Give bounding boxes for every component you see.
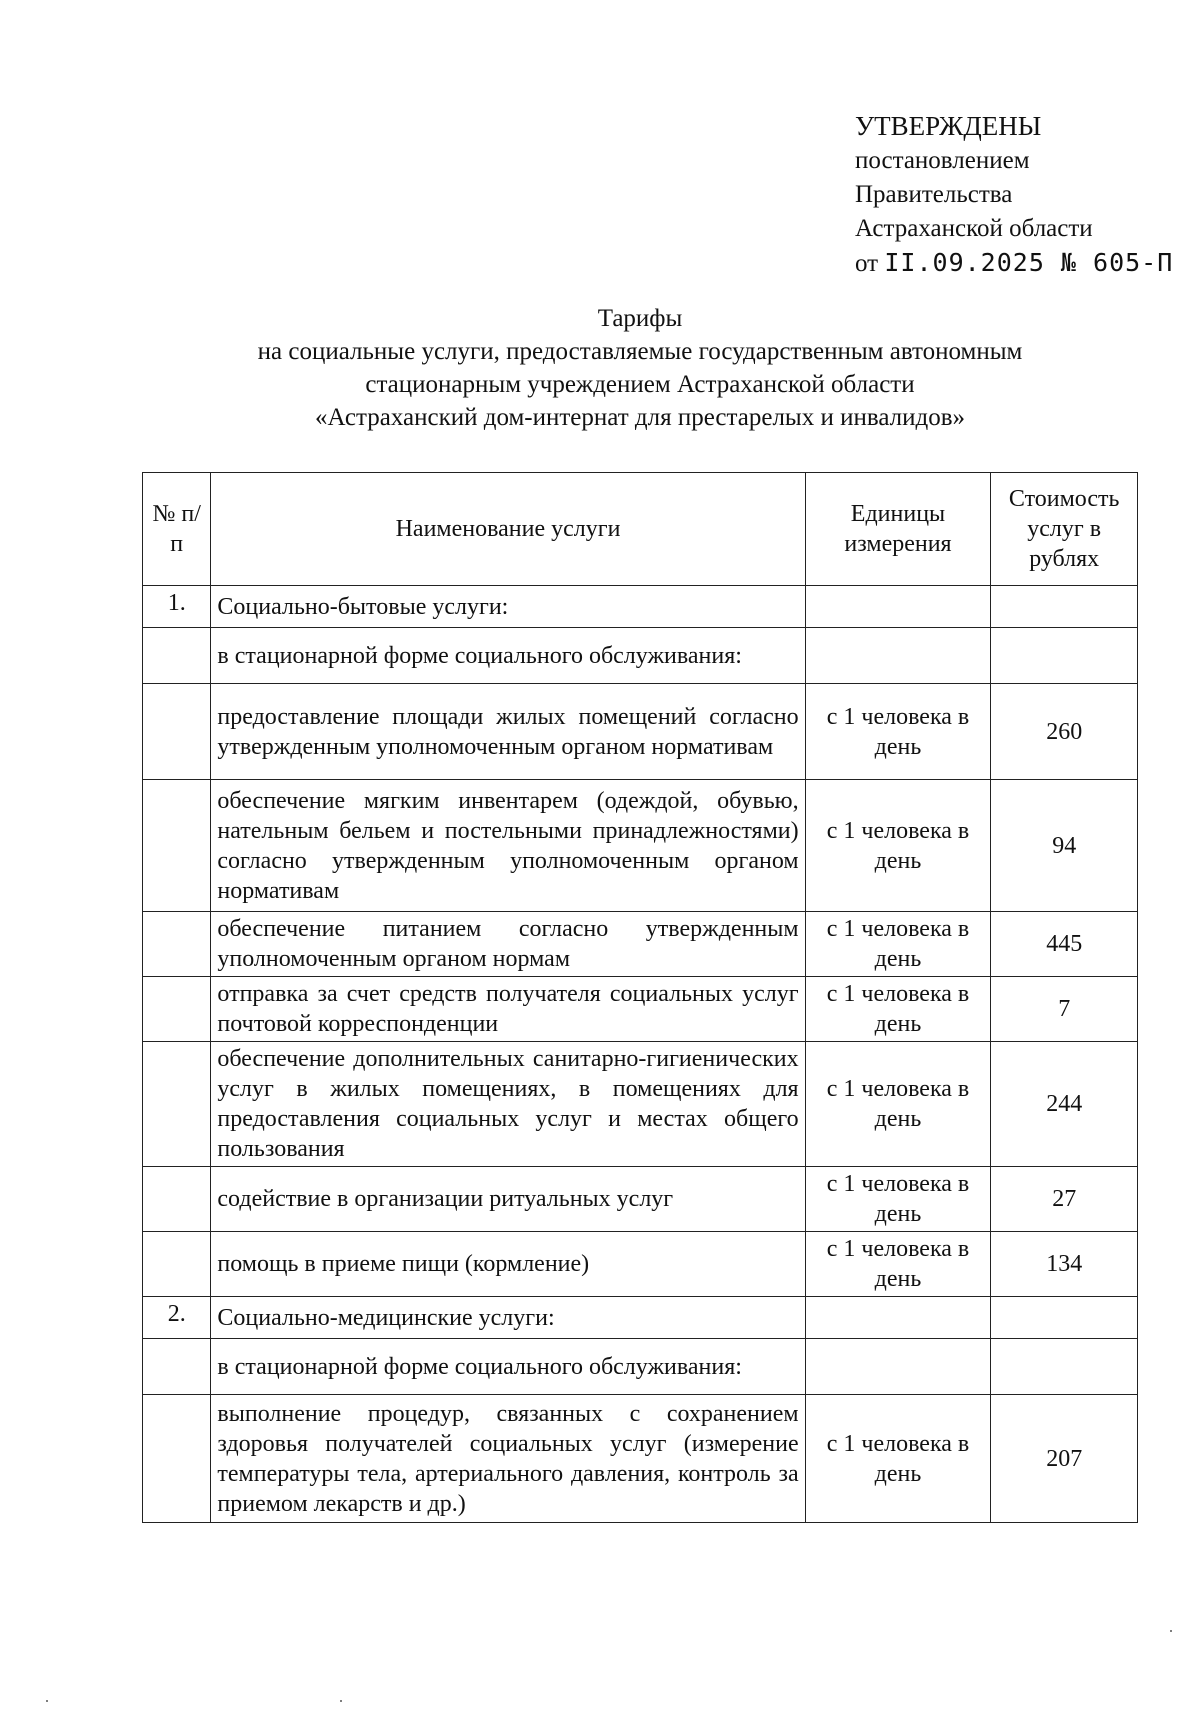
tariff-table	[142, 472, 1138, 1523]
row-unit	[805, 1339, 991, 1395]
approval-heading: УТВЕРЖДЕНЫ	[855, 111, 1042, 141]
table-row	[143, 1395, 1138, 1523]
row-cost: 260	[991, 684, 1138, 780]
row-unit: с 1 человека в день	[805, 1395, 991, 1523]
row-name: обеспечение питанием согласно утвержденным уполномоченным органом нормам	[211, 912, 805, 977]
table-row	[143, 1297, 1138, 1339]
row-num: 1.	[143, 586, 211, 628]
row-unit: с 1 человека в день	[805, 1167, 991, 1232]
row-cost: 445	[991, 912, 1138, 977]
row-num	[143, 1395, 211, 1523]
row-name: Социально-медицинские услуги:	[211, 1297, 805, 1339]
table-row	[143, 628, 1138, 684]
table-row	[143, 1339, 1138, 1395]
row-num	[143, 1232, 211, 1297]
header-name: Наименование услуги	[211, 473, 805, 586]
row-num	[143, 912, 211, 977]
table-body	[143, 586, 1138, 1523]
row-name: содействие в организации ритуальных услуг	[211, 1167, 805, 1232]
row-num	[143, 780, 211, 912]
approval-line: Правительства	[855, 181, 1013, 208]
row-unit	[805, 1297, 991, 1339]
table-row	[143, 1232, 1138, 1297]
row-unit: с 1 человека в день	[805, 1042, 991, 1167]
header-unit: Единицы измерения	[805, 473, 991, 586]
row-cost	[991, 628, 1138, 684]
row-name: в стационарной форме социального обслуживания:	[211, 1339, 805, 1395]
table-row	[143, 912, 1138, 977]
table-row	[143, 684, 1138, 780]
header-num: № п/п	[143, 473, 211, 586]
row-cost	[991, 586, 1138, 628]
document-title	[130, 302, 1150, 434]
table-row	[143, 586, 1138, 628]
row-num	[143, 1167, 211, 1232]
row-num: 2.	[143, 1297, 211, 1339]
row-cost	[991, 1339, 1138, 1395]
row-unit: с 1 человека в день	[805, 1232, 991, 1297]
approval-date-line	[855, 246, 1173, 281]
row-cost: 244	[991, 1042, 1138, 1167]
approval-line: Астраханской области	[855, 215, 1093, 242]
scan-speck	[46, 1700, 48, 1702]
row-name: отправка за счет средств получателя социальных услуг почтовой корреспонденции	[211, 977, 805, 1042]
row-num	[143, 684, 211, 780]
row-unit: с 1 человека в день	[805, 977, 991, 1042]
row-cost: 27	[991, 1167, 1138, 1232]
row-name: Социально-бытовые услуги:	[211, 586, 805, 628]
title-line: на социальные услуги, предоставляемые государственным автономным	[257, 338, 1023, 365]
scan-speck	[340, 1700, 342, 1702]
row-name: предоставление площади жилых помещений согласно утвержденным уполномоченным органом нормативам	[211, 684, 805, 780]
table-header-row	[143, 473, 1138, 586]
row-cost: 207	[991, 1395, 1138, 1523]
row-name: обеспечение мягким инвентарем (одеждой, обувью, нательным бельем и постельными принадлежностями) согласно утвержденным уполномоченным органом нормативам	[211, 780, 805, 912]
header-cost: Стоимость услуг в рублях	[991, 473, 1138, 586]
table-row	[143, 780, 1138, 912]
row-cost	[991, 1297, 1138, 1339]
row-name: обеспечение дополнительных санитарно-гигиенических услуг в жилых помещениях, в помещениях для предоставления социальных услуг и местах общего пользования	[211, 1042, 805, 1167]
row-name: помощь в приеме пищи (кормление)	[211, 1232, 805, 1297]
scan-speck	[1170, 1630, 1172, 1632]
row-unit: с 1 человека в день	[805, 780, 991, 912]
table-row	[143, 977, 1138, 1042]
row-name: выполнение процедур, связанных с сохранением здоровья получателей социальных услуг (измерение температуры тела, артериального давления, контроль за приемом лекарств и др.)	[211, 1395, 805, 1523]
row-cost: 134	[991, 1232, 1138, 1297]
row-unit	[805, 586, 991, 628]
table-row	[143, 1042, 1138, 1167]
row-cost: 7	[991, 977, 1138, 1042]
title-line: «Астраханский дом-интернат для престарелых и инвалидов»	[314, 404, 966, 431]
row-unit: с 1 человека в день	[805, 912, 991, 977]
row-num	[143, 1339, 211, 1395]
row-num	[143, 1042, 211, 1167]
approval-stamp	[855, 108, 1173, 281]
row-num	[143, 628, 211, 684]
date-prefix: от	[855, 250, 879, 277]
row-unit: с 1 человека в день	[805, 684, 991, 780]
row-cost: 94	[991, 780, 1138, 912]
approval-line: постановлением	[855, 147, 1030, 174]
row-name: в стационарной форме социального обслуживания:	[211, 628, 805, 684]
row-unit	[805, 628, 991, 684]
table-row	[143, 1167, 1138, 1232]
title-line: Тарифы	[597, 305, 683, 332]
row-num	[143, 977, 211, 1042]
date-value: II.09.2025 № 605-П	[884, 248, 1174, 277]
title-line: стационарным учреждением Астраханской области	[365, 371, 915, 398]
